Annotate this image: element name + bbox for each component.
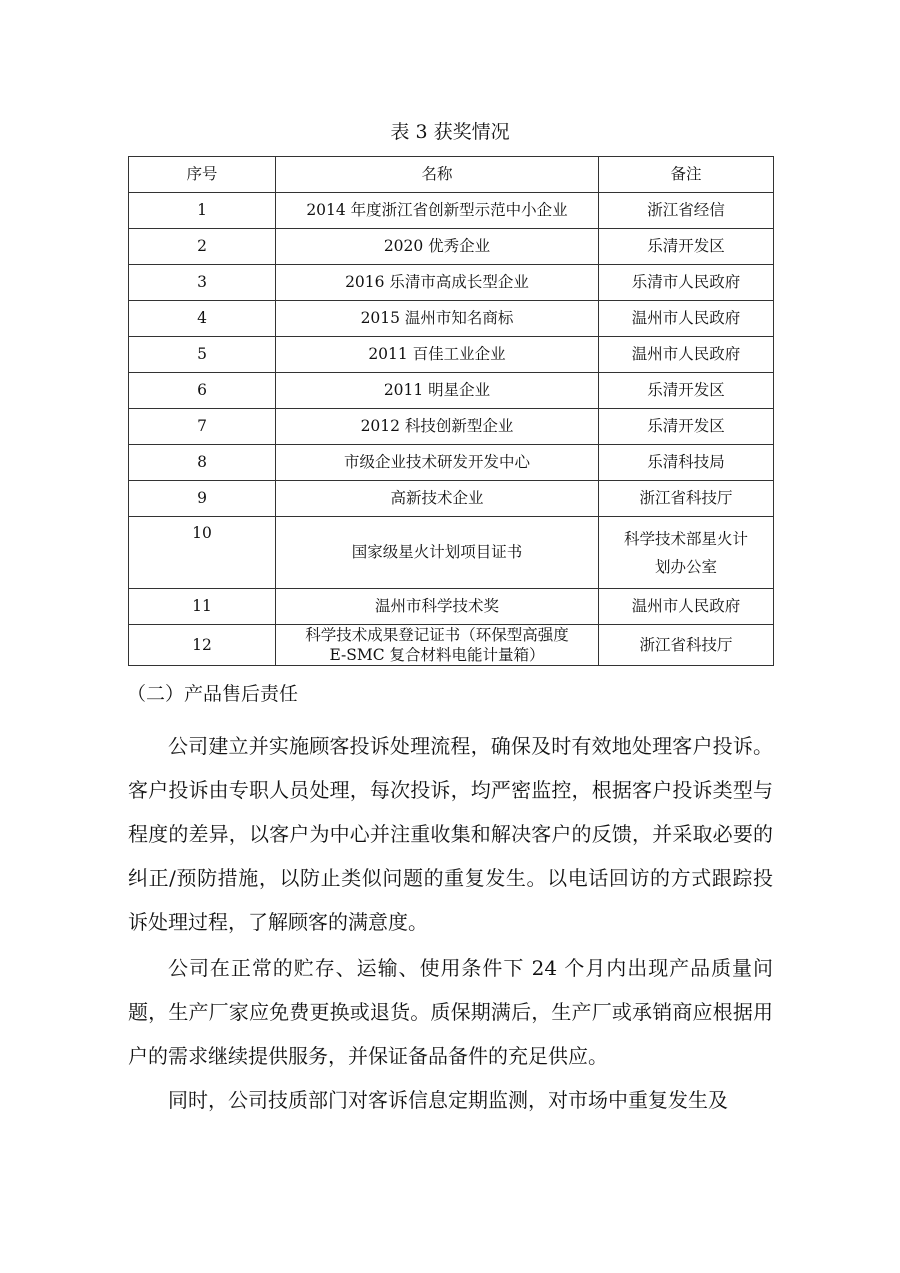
cell-no: 7	[129, 409, 276, 445]
cell-name: 2012 科技创新型企业	[276, 409, 599, 445]
cell-no: 9	[129, 481, 276, 517]
cell-note: 浙江省经信	[599, 193, 774, 229]
cell-name: 2011 明星企业	[276, 373, 599, 409]
table-row	[129, 625, 774, 666]
header-note: 备注	[599, 157, 774, 193]
cell-note: 浙江省科技厅	[599, 625, 774, 666]
cell-name: 市级企业技术研发开发中心	[276, 445, 599, 481]
cell-note	[599, 517, 774, 589]
cell-no: 12	[129, 625, 276, 666]
cell-name	[276, 625, 599, 666]
cell-no: 3	[129, 265, 276, 301]
header-name: 名称	[276, 157, 599, 193]
paragraph: 公司在正常的贮存、运输、使用条件下 24 个月内出现产品质量问题，生产厂家应免费更换或退货。质保期满后，生产厂或承销商应根据用户的需求继续提供服务，并保证备品备件的充足供应。	[128, 956, 773, 1068]
cell-name: 温州市科学技术奖	[276, 589, 599, 625]
cell-no: 5	[129, 337, 276, 373]
paragraph: 公司建立并实施顾客投诉处理流程，确保及时有效地处理客户投诉。客户投诉由专职人员处理，每次投诉，均严密监控，根据客户投诉类型与程度的差异，以客户为中心并注重收集和解决客户的反馈，并采取必要的纠正/预防措施，以防止类似问题的重复发生。以电话回访的方式跟踪投诉处理过程，了解顾客的满意度。	[128, 734, 773, 934]
cell-name: 国家级星火计划项目证书	[276, 517, 599, 589]
cell-note: 乐清开发区	[599, 373, 774, 409]
table-row	[129, 301, 774, 337]
cell-name: 2014 年度浙江省创新型示范中小企业	[276, 193, 599, 229]
cell-note: 温州市人民政府	[599, 589, 774, 625]
cell-name: 2015 温州市知名商标	[276, 301, 599, 337]
cell-name-line: 科学技术成果登记证书（环保型高强度	[305, 626, 569, 644]
awards-table	[128, 156, 774, 666]
cell-note-line: 划办公室	[654, 557, 717, 576]
cell-no: 11	[129, 589, 276, 625]
cell-note: 乐清开发区	[599, 409, 774, 445]
cell-name: 2016 乐清市高成长型企业	[276, 265, 599, 301]
cell-no: 10	[129, 517, 276, 589]
cell-note-line: 科学技术部星火计	[623, 529, 748, 548]
table-row	[129, 481, 774, 517]
table-caption: 表 3 获奖情况	[390, 121, 510, 143]
header-no: 序号	[129, 157, 276, 193]
table-header-row	[129, 157, 774, 193]
cell-no: 6	[129, 373, 276, 409]
cell-note: 温州市人民政府	[599, 337, 774, 373]
table-row	[129, 373, 774, 409]
cell-note: 浙江省科技厅	[599, 481, 774, 517]
cell-no: 8	[129, 445, 276, 481]
section-heading: （二）产品售后责任	[127, 683, 299, 705]
table-row	[129, 589, 774, 625]
cell-no: 4	[129, 301, 276, 337]
cell-note: 乐清科技局	[599, 445, 774, 481]
cell-note: 乐清市人民政府	[599, 265, 774, 301]
table-row	[129, 337, 774, 373]
table-row	[129, 517, 774, 589]
cell-no: 2	[129, 229, 276, 265]
cell-name: 高新技术企业	[276, 481, 599, 517]
cell-name: 2011 百佳工业企业	[276, 337, 599, 373]
cell-name: 2020 优秀企业	[276, 229, 599, 265]
cell-note: 温州市人民政府	[599, 301, 774, 337]
table-row	[129, 445, 774, 481]
paragraph: 同时，公司技质部门对客诉信息定期监测，对市场中重复发生及	[168, 1088, 728, 1112]
table-row	[129, 193, 774, 229]
table-row	[129, 409, 774, 445]
cell-name-line: E-SMC 复合材料电能计量箱）	[329, 646, 545, 664]
cell-no: 1	[129, 193, 276, 229]
table-row	[129, 229, 774, 265]
cell-note: 乐清开发区	[599, 229, 774, 265]
table-row	[129, 265, 774, 301]
